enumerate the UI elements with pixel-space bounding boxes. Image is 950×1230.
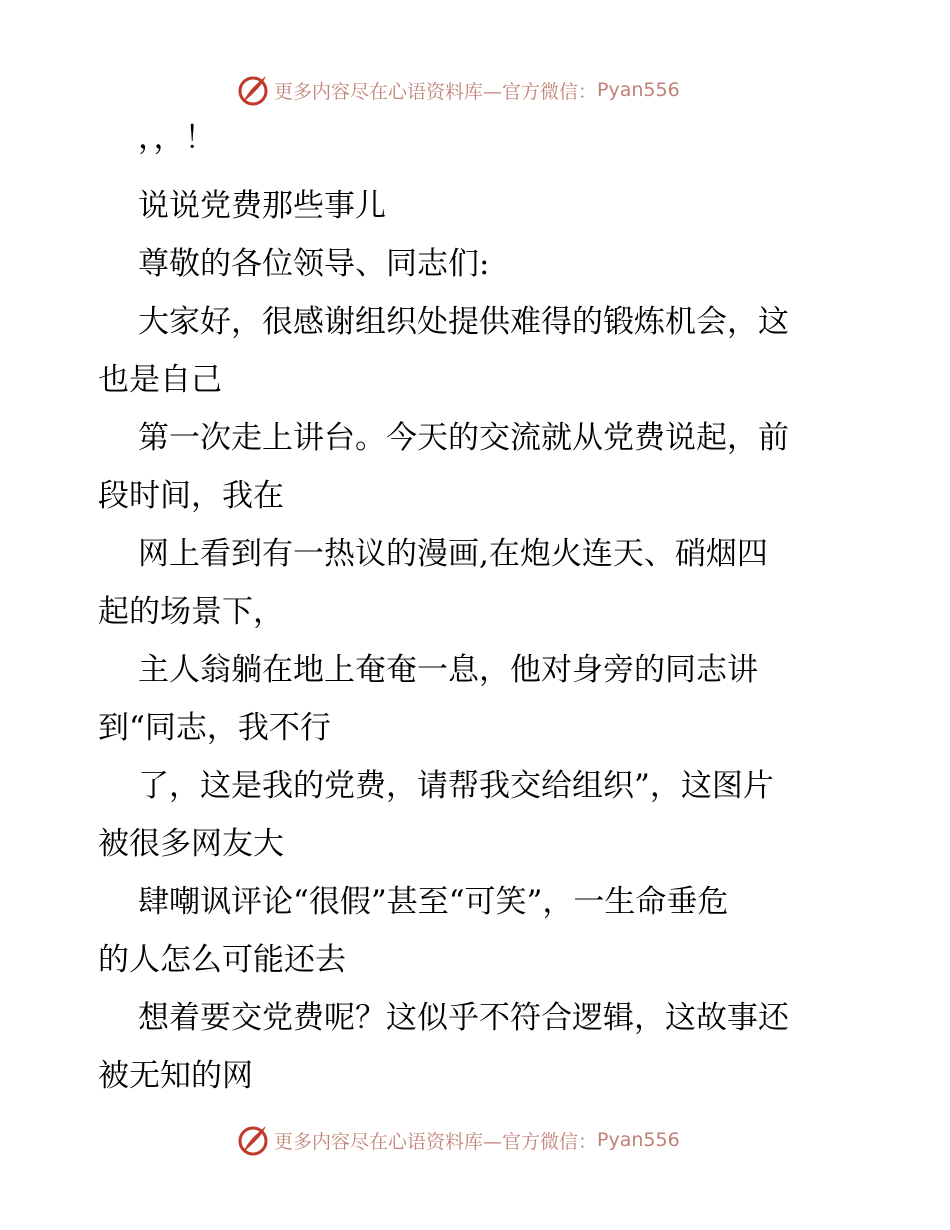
quill-logo-icon [236, 1123, 270, 1157]
quill-logo-icon [236, 73, 270, 107]
watermark-text: 更多内容尽在心语资料库—官方微信： [274, 80, 598, 103]
text-line: 的人怎么可能还去 [98, 942, 346, 978]
text-line: 了，这是我的党费，请帮我交给组织”，这图片 [138, 768, 774, 804]
text-line: ，，！ [138, 120, 216, 156]
footer-watermark [236, 1122, 680, 1158]
text-line: 肆嘲讽评论“很假”甚至“可笑”，一生命垂危 [138, 884, 729, 920]
text-line: 大家好，很感谢组织处提供难得的锻炼机会，这 [138, 304, 789, 340]
header-watermark [236, 72, 680, 108]
text-line: 尊敬的各位领导、同志们: [138, 246, 490, 282]
text-line: 主人翁躺在地上奄奄一息，他对身旁的同志讲 [138, 652, 758, 688]
text-line: 第一次走上讲台。今天的交流就从党费说起，前 [138, 420, 789, 456]
text-line: 想着要交党费呢？这似乎不符合逻辑，这故事还 [138, 1000, 789, 1036]
text-line: 到“同志，我不行 [98, 710, 331, 746]
text-line: 被很多网友大 [98, 826, 284, 862]
text-line: 说说党费那些事儿 [138, 188, 386, 224]
watermark-wechat-id: Pyan556 [597, 79, 680, 101]
watermark-wechat-id: Pyan556 [597, 1129, 680, 1151]
text-line: 也是自己 [98, 362, 222, 398]
text-line: 起的场景下， [98, 594, 284, 630]
text-line: 段时间，我在 [98, 478, 284, 514]
text-line: 网上看到有一热议的漫画,在炮火连天、硝烟四 [138, 536, 768, 572]
text-line: 被无知的网 [98, 1058, 253, 1094]
watermark-text: 更多内容尽在心语资料库—官方微信： [274, 1130, 598, 1153]
